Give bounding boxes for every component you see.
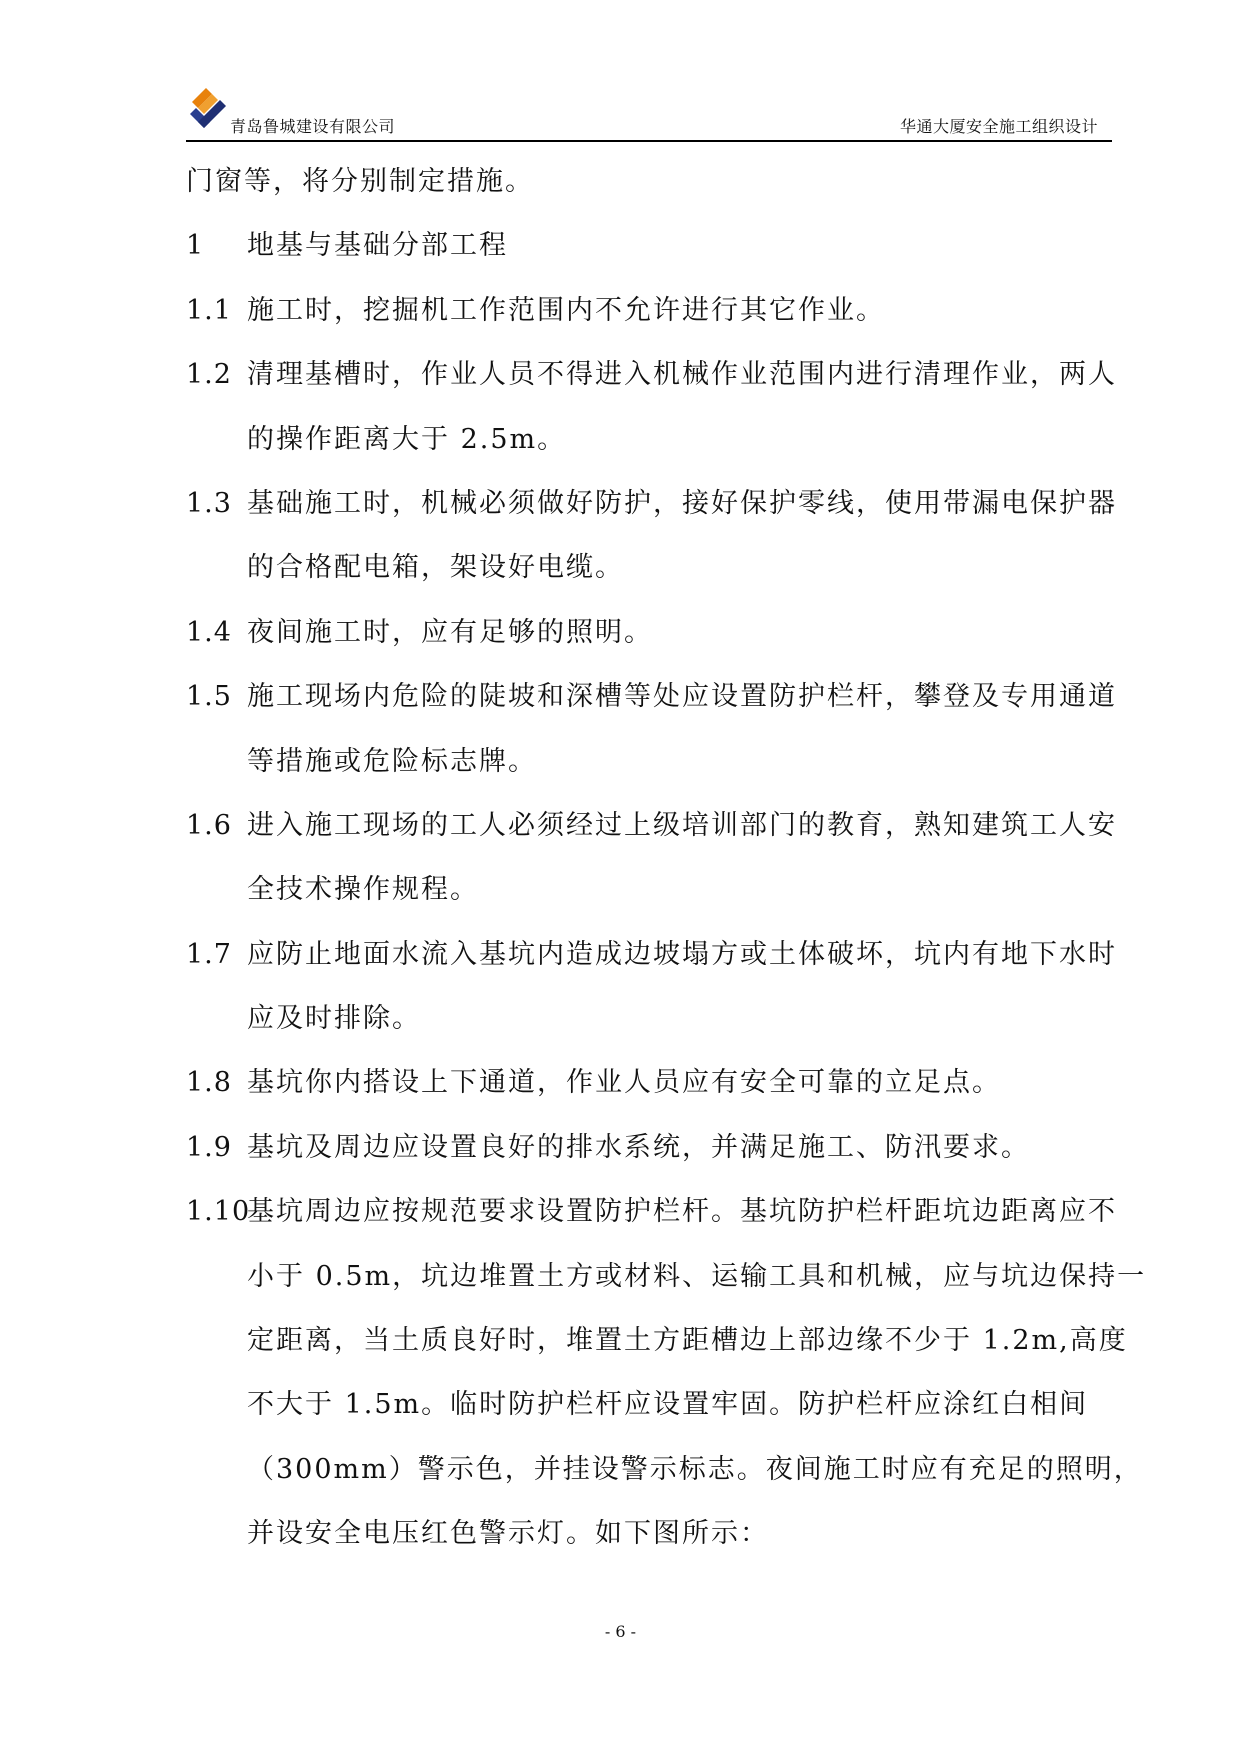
text-line: [186, 1373, 1116, 1437]
clause-text: 全技术操作规程。: [247, 874, 479, 906]
clause-text: 基坑及周边应设置良好的排水系统，并满足施工、防汛要求。: [247, 1131, 1030, 1163]
clause-number: 1.3: [186, 487, 232, 519]
clause-line: [186, 794, 1116, 858]
clause-text: 应防止地面水流入基坑内造成边坡塌方或土体破坏，坑内有地下水时: [247, 938, 1117, 970]
text-line: [186, 150, 1116, 214]
clause-line: [186, 343, 1116, 407]
clause-line: [186, 1180, 1116, 1244]
clause-number: 1.6: [186, 809, 232, 841]
page-number: - 6 -: [604, 1622, 637, 1641]
text-line: [186, 858, 1116, 922]
clause-text: 定距离，当土质良好时，堆置土方距槽边上部边缘不少于 1.2m,高度: [247, 1325, 1128, 1357]
clause-text: 进入施工现场的工人必须经过上级培训部门的教育，熟知建筑工人安: [247, 809, 1117, 841]
clause-text: 清理基槽时，作业人员不得进入机械作业范围内进行清理作业，两人: [247, 359, 1117, 391]
clause-text: 施工时，挖掘机工作范围内不允许进行其它作业。: [247, 294, 885, 326]
clause-text: 施工现场内危险的陡坡和深槽等处应设置防护栏杆，攀登及专用通道: [247, 681, 1117, 713]
company-name: 青岛鲁城建设有限公司: [230, 117, 396, 136]
clause-number: 1.8: [186, 1067, 232, 1099]
document-body: [186, 150, 1147, 1567]
clause-text: 的操作距离大于 2.5m。: [247, 423, 567, 455]
clause-number: 1.7: [186, 938, 232, 970]
clause-number: 1.5: [186, 681, 232, 713]
text-line: [186, 1309, 1128, 1373]
clause-text: 基坑周边应按规范要求设置防护栏杆。基坑防护栏杆距坑边距离应不: [247, 1196, 1117, 1228]
document-title: 华通大厦安全施工组织设计: [899, 117, 1098, 136]
clause-line: [186, 601, 1116, 665]
clause-text: 夜间施工时，应有足够的照明。: [247, 616, 653, 648]
text-line: [186, 730, 1116, 794]
clause-line: [186, 472, 1116, 536]
clause-line: [186, 923, 1116, 987]
clause-number: 1.2: [186, 359, 232, 391]
clause-text: 不大于 1.5m。临时防护栏杆应设置牢固。防护栏杆应涂红白相间: [247, 1389, 1089, 1421]
text-line: [186, 1245, 1147, 1309]
clause-line: [186, 279, 1116, 343]
clause-text: 地基与基础分部工程: [247, 230, 508, 262]
text-line: [186, 987, 1116, 1051]
text-line: [186, 536, 1116, 600]
clause-text: 门窗等，将分别制定措施。: [186, 166, 534, 197]
clause-text: 等措施或危险标志牌。: [247, 745, 537, 777]
clause-text: 应及时排除。: [247, 1003, 421, 1035]
clause-number: 1.10: [186, 1196, 251, 1228]
clause-number: 1: [186, 230, 205, 262]
clause-line: [186, 1051, 1116, 1115]
clause-number: 1.1: [186, 294, 232, 326]
clause-number: 1.4: [186, 616, 232, 648]
company-logo-icon: [186, 84, 232, 130]
clause-text: 基坑你内搭设上下通道，作业人员应有安全可靠的立足点。: [247, 1067, 1001, 1099]
clause-number: 1.9: [186, 1131, 232, 1163]
clause-text: 的合格配电箱，架设好电缆。: [247, 552, 624, 584]
text-line: [186, 408, 1116, 472]
clause-line: [186, 214, 1116, 278]
text-line: [186, 1438, 1143, 1502]
clause-text: （300mm）警示色，并挂设警示标志。夜间施工时应有充足的照明，: [247, 1453, 1143, 1485]
clause-line: [186, 665, 1116, 729]
text-line: [186, 1502, 1116, 1566]
clause-text: 基础施工时，机械必须做好防护，接好保护零线，使用带漏电保护器: [247, 487, 1117, 519]
clause-line: [186, 1116, 1116, 1180]
clause-text: 小于 0.5m，坑边堆置土方或材料、运输工具和机械，应与坑边保持一: [247, 1260, 1147, 1292]
page-header: [186, 84, 1112, 142]
clause-text: 并设安全电压红色警示灯。如下图所示：: [247, 1518, 769, 1550]
